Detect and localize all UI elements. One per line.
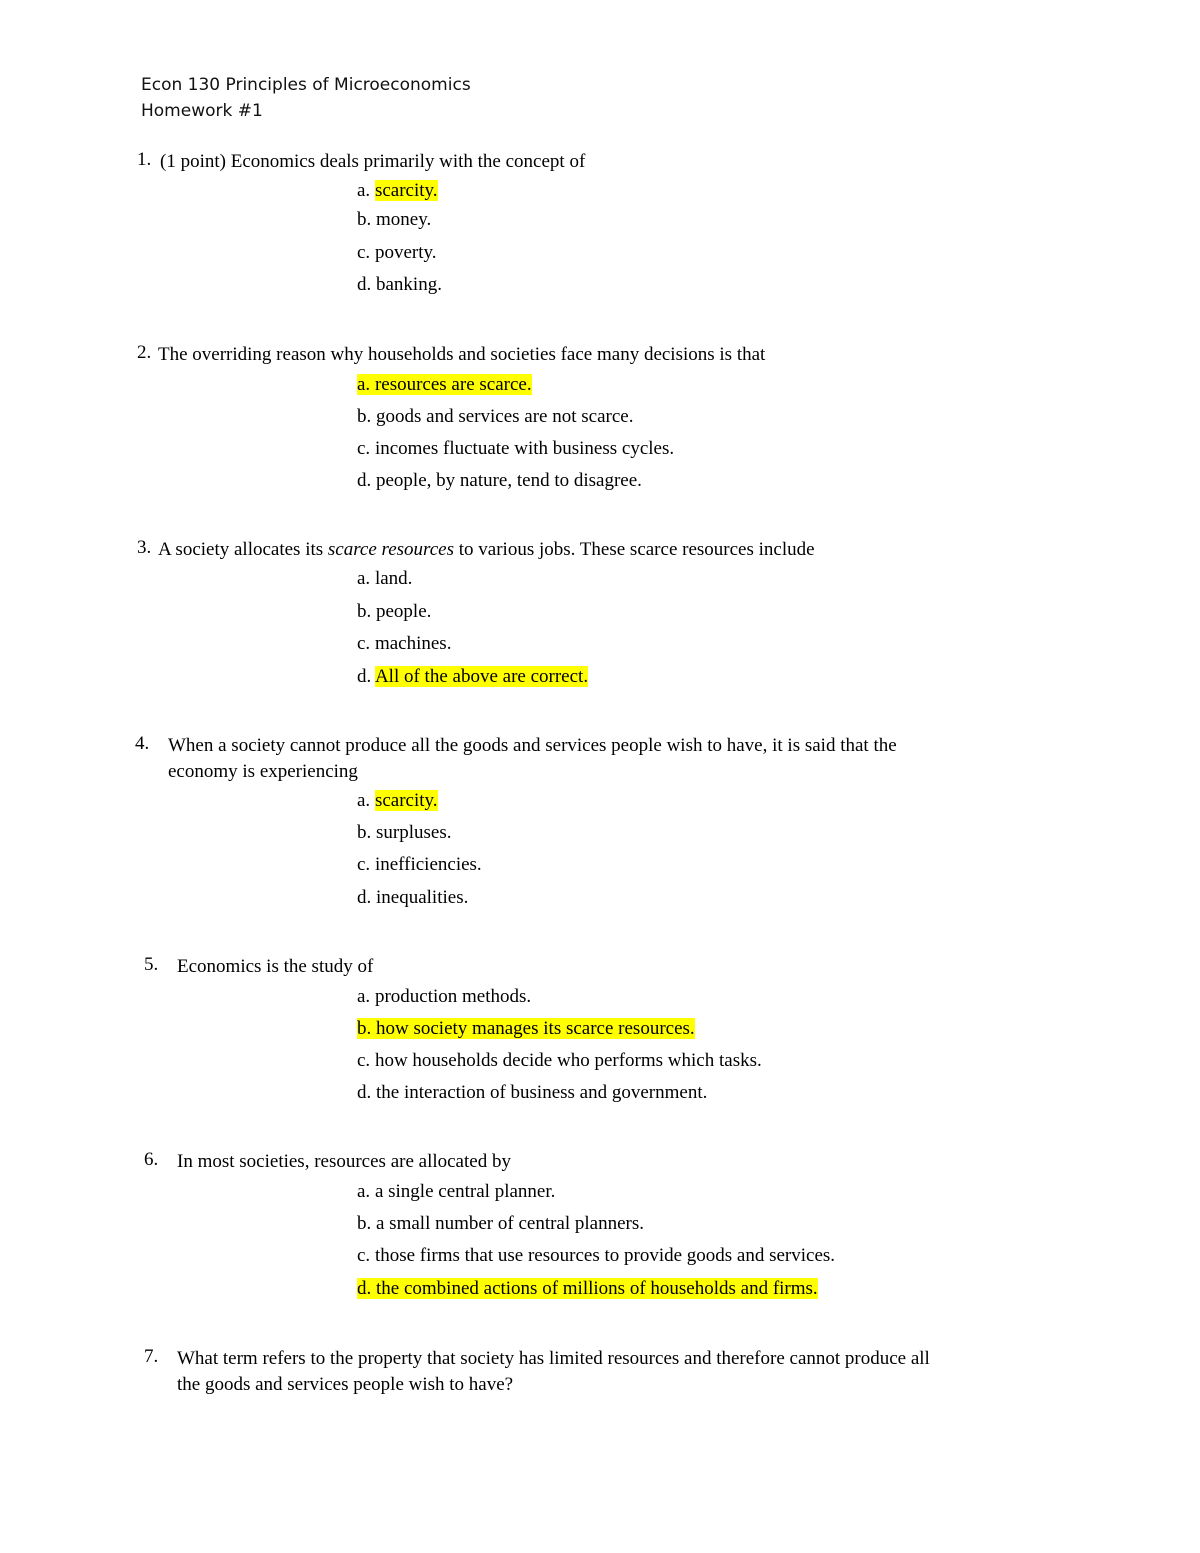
emphasized-term: scarce resources <box>327 539 455 560</box>
option-d: d. the combined actions of millions of households and firms. <box>357 1278 818 1299</box>
question-text: When a society cannot produce all the goods and services people wish to have, it is said that the economy is experiencing <box>168 735 897 782</box>
option-c: c. incomes fluctuate with business cycles. <box>357 438 675 459</box>
option-b: b. goods and services are not scarce. <box>357 406 634 427</box>
question-number: 3. <box>137 537 152 558</box>
option-b: b. how society manages its scarce resources. <box>357 1018 695 1039</box>
question-text: (1 point) Economics deals primarily with the concept of <box>160 151 586 172</box>
option-b: b. people. <box>357 601 432 622</box>
document-header <box>141 72 471 124</box>
option-c: c. machines. <box>357 633 452 654</box>
option-b: b. surpluses. <box>357 822 452 843</box>
option-d: d. inequalities. <box>357 887 469 908</box>
question-number: 5. <box>144 954 159 975</box>
option-c: c. those firms that use resources to provide goods and services. <box>357 1245 836 1266</box>
question-text: Economics is the study of <box>177 956 374 977</box>
question-text: What term refers to the property that society has limited resources and therefore cannot produce all the goods and services people wish to have? <box>177 1348 930 1395</box>
option-d: d. All of the above are correct. <box>357 666 589 687</box>
option-a: a. a single central planner. <box>357 1181 556 1202</box>
question-number: 4. <box>135 733 150 754</box>
option-c: c. how households decide who performs which tasks. <box>357 1050 762 1071</box>
question-number: 2. <box>137 342 152 363</box>
question-number: 1. <box>137 149 152 170</box>
option-a: a. scarcity. <box>357 790 438 811</box>
question-number: 7. <box>144 1346 159 1367</box>
option-a: a. resources are scarce. <box>357 374 532 395</box>
question-number: 6. <box>144 1149 159 1170</box>
option-a: a. production methods. <box>357 986 532 1007</box>
option-a: a. scarcity. <box>357 180 438 201</box>
question-text: The overriding reason why households and societies face many decisions is that <box>158 344 766 365</box>
option-c: c. poverty. <box>357 242 437 263</box>
option-b: b. money. <box>357 209 432 230</box>
option-a: a. land. <box>357 568 413 589</box>
option-b: b. a small number of central planners. <box>357 1213 645 1234</box>
option-d: d. banking. <box>357 274 442 295</box>
option-d: d. people, by nature, tend to disagree. <box>357 470 642 491</box>
assignment-title: Homework #1 <box>141 101 263 121</box>
option-c: c. inefficiencies. <box>357 854 482 875</box>
question-text: In most societies, resources are allocated by <box>177 1151 511 1172</box>
course-title: Econ 130 Principles of Microeconomics <box>141 75 471 95</box>
option-d: d. the interaction of business and government. <box>357 1082 708 1103</box>
question-text: A society allocates its scarce resources to various jobs. These scarce resources include <box>158 539 815 560</box>
